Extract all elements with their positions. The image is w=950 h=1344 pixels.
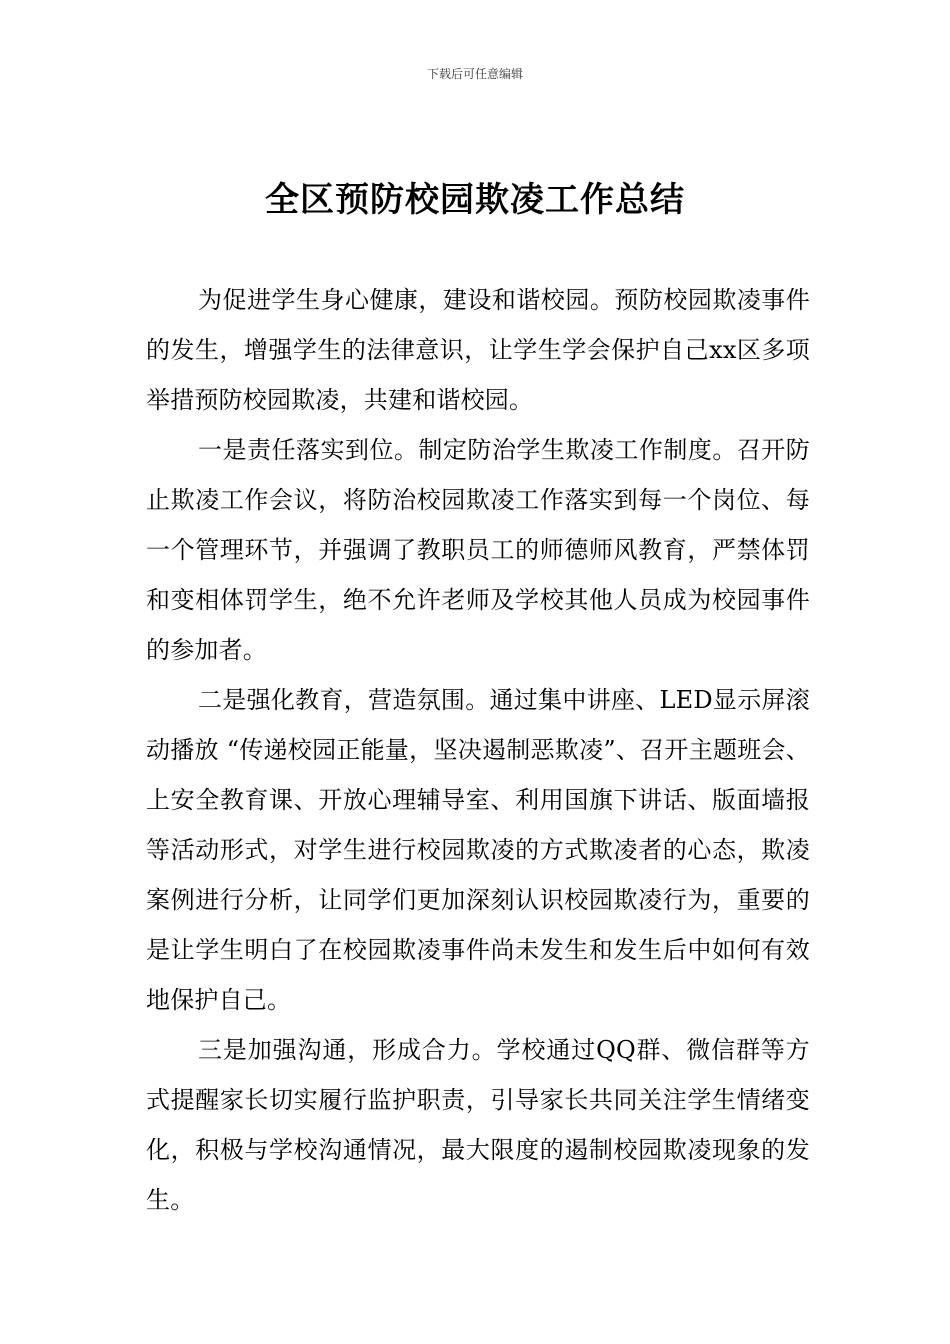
- document-title: 全区预防校园欺凌工作总结: [265, 180, 685, 220]
- paragraph-responsibility: 一是责任落实到位。制定防治学生欺凌工作制度。召开防止欺凌工作会议，将防治校园欺凌工作落实到每一个岗位、每一个管理环节，并强调了教职员工的师德师风教育，严禁体罚和变相体罚学生，绝不允许老师及学校其他人员成为校园事件的参加者。: [146, 436, 810, 664]
- header-note: 下载后可任意编辑: [426, 67, 523, 81]
- paragraph-intro: 为促进学生身心健康，建设和谐校园。预防校园欺凌事件的发生，增强学生的法律意识，让学生学会保护自己xx区多项举措预防校园欺凌，共建和谐校园。: [146, 286, 810, 414]
- paragraph-education: 二是强化教育，营造氛围。通过集中讲座、LED显示屏滚动播放 “传递校园正能量，坚决遏制恶欺凌”、召开主题班会、上安全教育课、开放心理辅导室、利用国旗下讲话、版面墙报等活动形式，对学生进行校园欺凌的方式欺凌者的心态，欺凌案例进行分析，让同学们更加深刻认识校园欺凌行为，重要的是让学生明白了在校园欺凌事件尚未发生和发生后中如何有效地保护自己。: [146, 686, 810, 1014]
- document-body: [146, 275, 810, 1225]
- paragraph-communication: 三是加强沟通，形成合力。学校通过QQ群、微信群等方式提醒家长切实履行监护职责，引导家长共同关注学生情绪变化，积极与学校沟通情况，最大限度的遏制校园欺凌现象的发生。: [146, 1036, 810, 1214]
